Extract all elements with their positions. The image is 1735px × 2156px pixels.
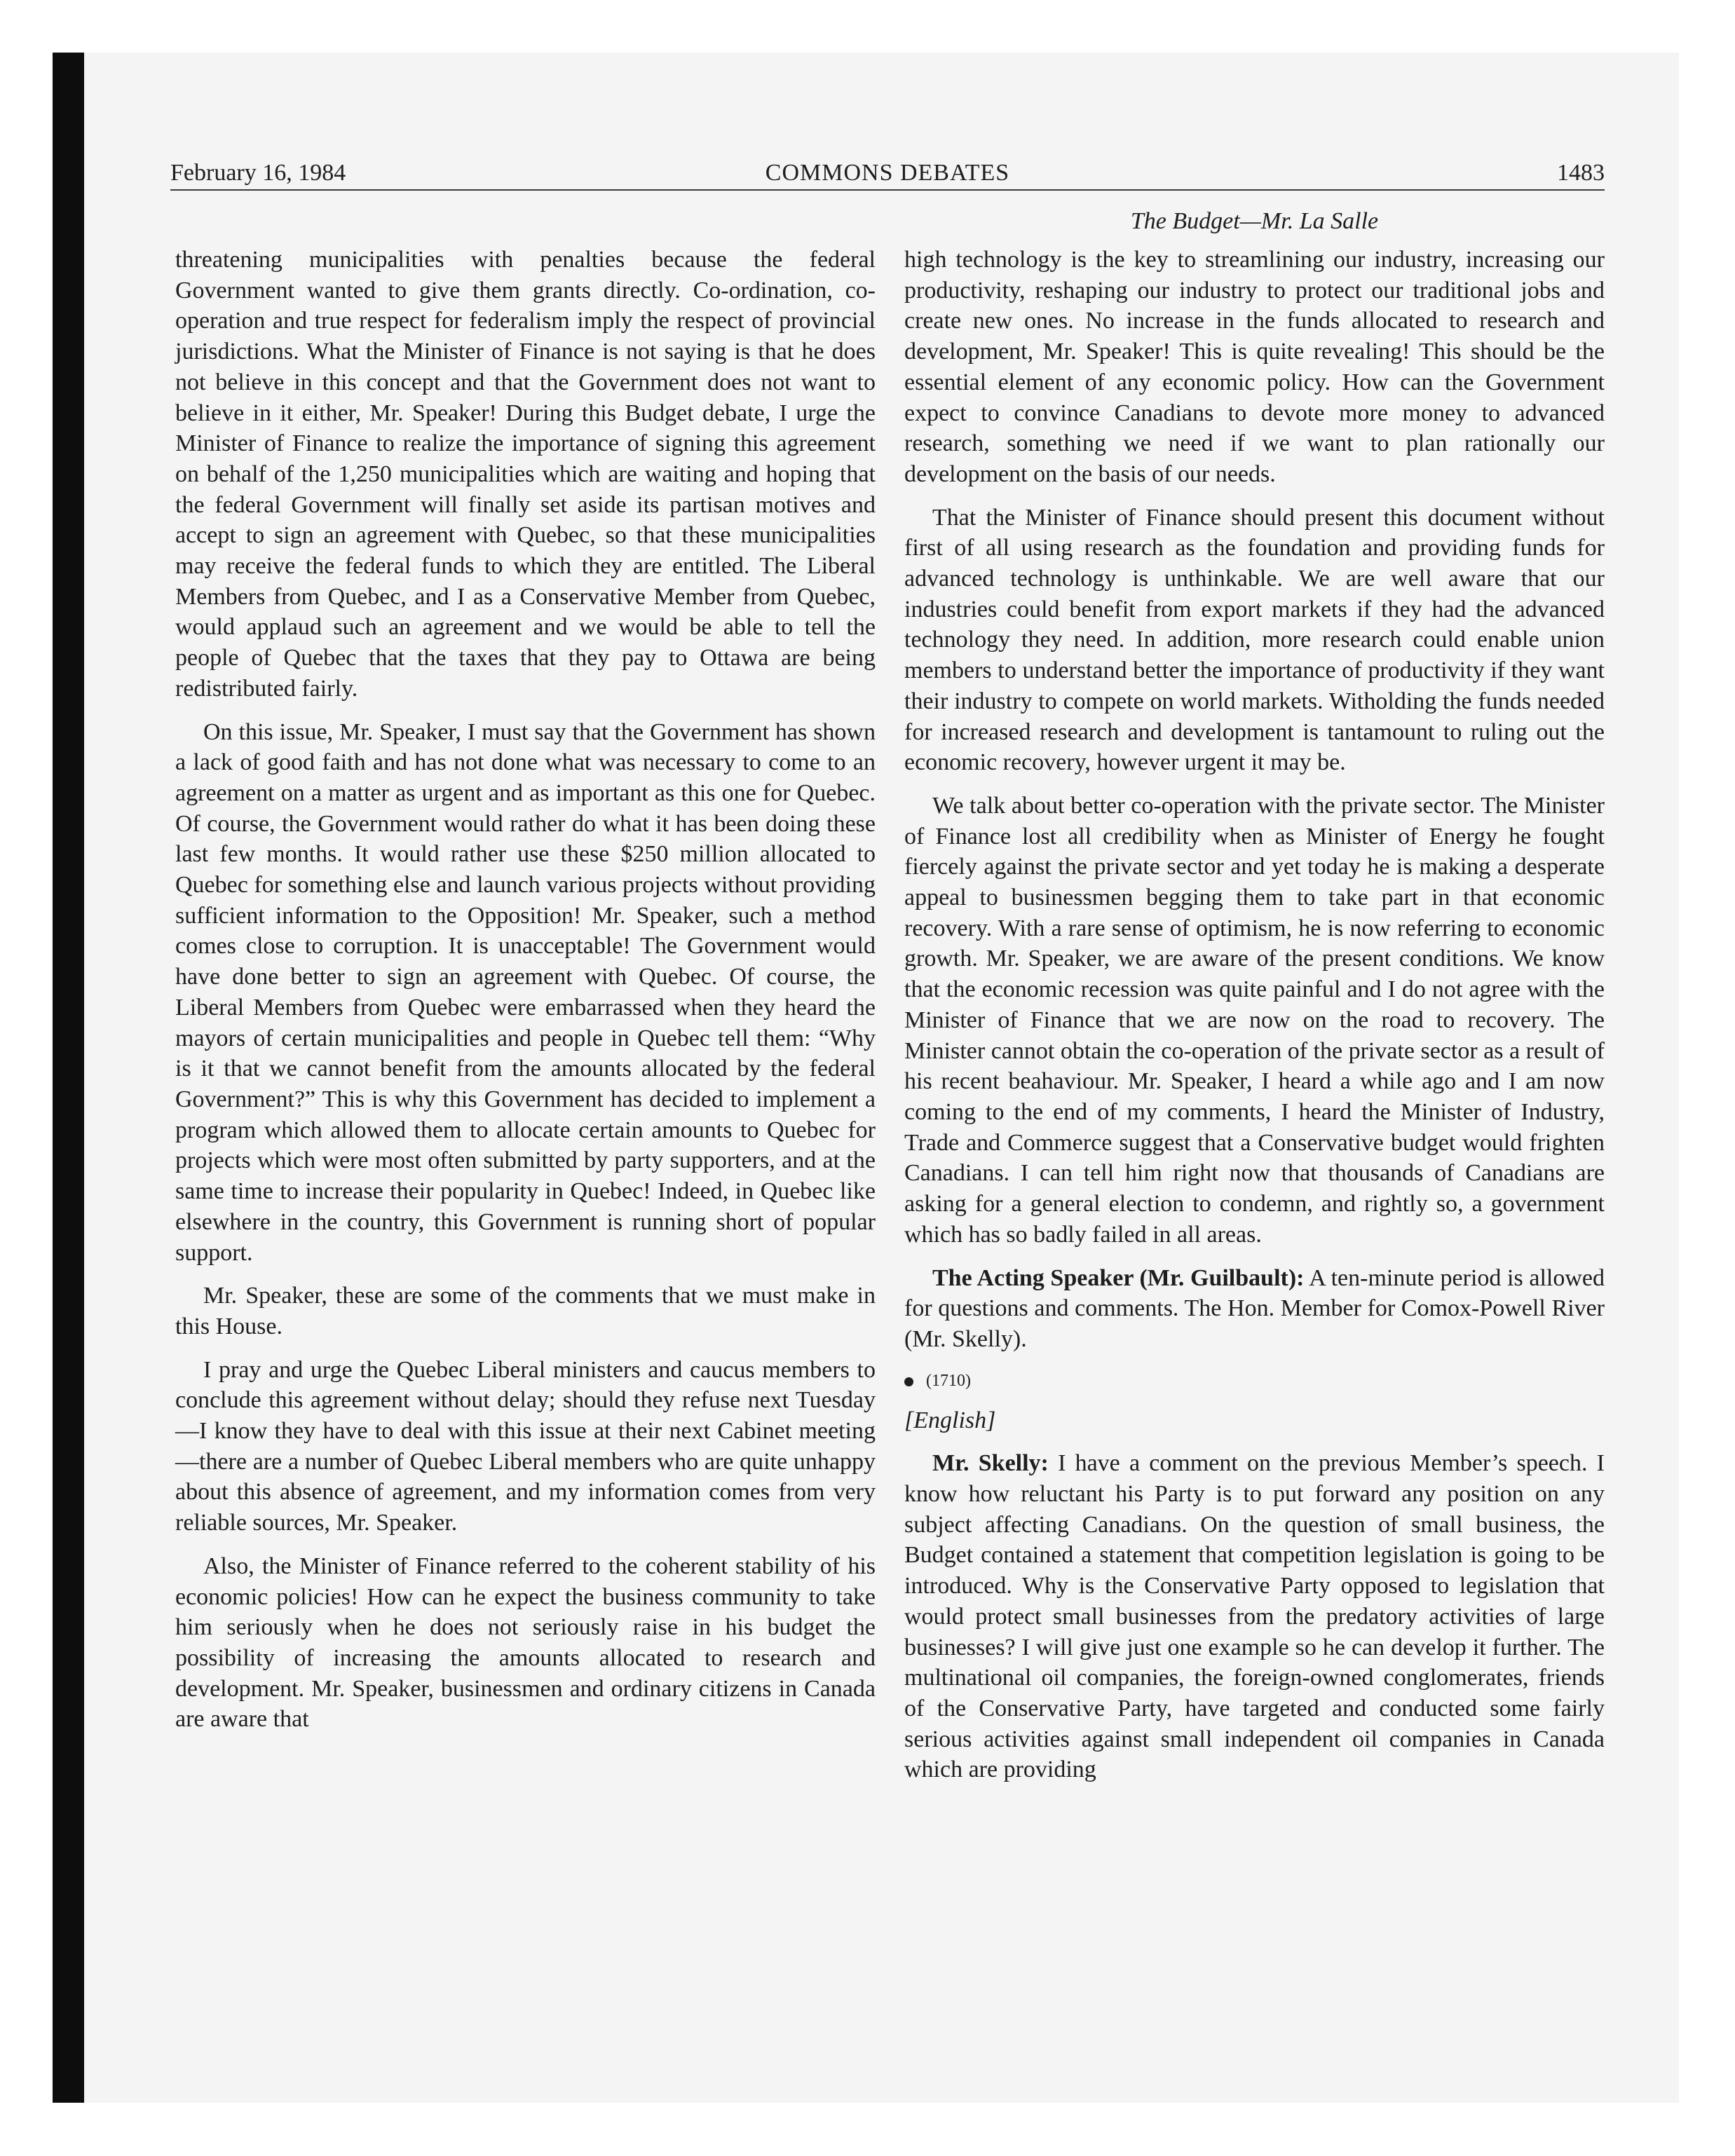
header-rule [170,189,1605,191]
time-marker-text: (1710) [926,1371,971,1390]
speaker-paragraph [904,1448,1605,1785]
paragraph: Mr. Speaker, these are some of the comments that we must make in this House. [175,1283,876,1339]
speech-text: I have a comment on the previous Member’s speech. I know how reluctant his Party is to put forward any position on any subject affecting Canadians. On the question of small business, the Budget contained a statement that competition legislation is going to be introduced. Why is the Conservative Party opposed to legislation that would protect small businesses from the predatory activities of large businesses? I will give just one example so he can develop it further. The multinational oil companies, the foreign-owned conglomerates, friends of the Conservative Party, have targeted and conducted some fairly serious activities against small independent oil companies in Canada which are providing [904,1450,1605,1783]
time-marker [904,1367,1605,1394]
right-column [904,245,1605,1798]
speaker-name: Mr. Skelly: [932,1450,1049,1477]
paragraph: We talk about better co-operation with the private sector. The Minister of Finance lost all credibility when as Minister of Energy he fought fiercely against the private sector and yet today he is making a desperate appeal to businessmen begging them to take part in that economic recovery. With a rare sense of optimism, he is now referring to economic growth. Mr. Speaker, we are aware of the present conditions. We know that the economic recession was quite painful and I do not agree with the Minister of Finance that we are now on the road to recovery. The Minister cannot obtain the co-operation of the private sector as a result of his recent beahaviour. Mr. Speaker, I heard a while ago and I am now coming to the end of my comments, I heard the Minister of Industry, Trade and Commerce suggest that a Conservative budget would frighten Canadians. I can tell him right now that thousands of Canadians are asking for a general election to condemn, and rightly so, a government which has so badly failed in all areas. [904,792,1605,1248]
speech-text: A ten-minute period is allowed for questions and comments. The Hon. Member for Comox-Powell River (Mr. Skelly). [904,1264,1605,1352]
page-binding-edge [53,53,84,2103]
bullet-icon [904,1377,913,1386]
speaker-name: The Acting Speaker (Mr. Guilbault): [932,1264,1305,1291]
paragraph: high technology is the key to streamlining our industry, increasing our productivity, reshaping our industry to protect our traditional jobs and create new ones. No increase in the funds allocated to research and development, Mr. Speaker! This is quite revealing! This should be the essential element of any economic policy. How can the Government expect to convince Canadians to devote more money to advanced research, something we need if we want to plan rationally our development on the basis of our needs. [904,247,1605,487]
header-publication-title: COMMONS DEBATES [765,160,1010,186]
paragraph: I pray and urge the Quebec Liberal ministers and caucus members to conclude this agreement without delay; should they refuse next Tuesday—I know they have to deal with this issue at their next Cabinet meeting—there are a number of Quebec Liberal members who are quite unhappy about this absence of agreement, and my information comes from very reliable sources, Mr. Speaker. [175,1356,876,1536]
paragraph: That the Minister of Finance should present this document without first of all using research as the foundation and providing funds for advanced technology is unthinkable. We are well aware that our industries could benefit from export markets if they had the advanced technology they need. In addition, more research could enable union members to understand better the importance of productivity if they want their industry to compete on world markets. Witholding the funds needed for increased research and development is tantamount to ruling out the economic recovery, however urgent it may be. [904,504,1605,776]
section-heading: The Budget—Mr. La Salle [1130,208,1379,234]
paragraph: Also, the Minister of Finance referred to the coherent stability of his economic policies! How can he expect the business community to take him seriously when he does not seriously raise in his budget the possibility of increasing the amounts allocated to research and development. Mr. Speaker, businessmen and ordinary citizens in Canada are aware that [175,1553,876,1733]
left-column [175,245,876,1747]
running-head [170,156,1605,191]
paragraph: On this issue, Mr. Speaker, I must say that the Government has shown a lack of good faith and has not done what was necessary to come to an agreement on a matter as urgent and as important as this one for Quebec. Of course, the Government would rather do what it has been doing these last few months. It would rather use these $250 million allocated to Quebec for something else and launch various projects without providing sufficient information to the Opposition! Mr. Speaker, such a method comes close to corruption. It is unacceptable! The Government would have done better to sign an agreement with Quebec. Of course, the Liberal Members from Quebec were embarrassed when they heard the mayors of certain municipalities and people in Quebec tell them: “Why is it that we cannot benefit from the amounts allocated by the federal Government?” This is why this Government has decided to implement a program which allowed them to allocate certain amounts to Quebec for projects which were most often submitted by party supporters, and at the same time to increase their popularity in Quebec! Indeed, in Quebec like elsewhere in the country, this Government is running short of popular support. [175,718,876,1266]
header-page-number: 1483 [1557,160,1605,186]
header-date: February 16, 1984 [170,160,346,186]
speaker-paragraph [904,1263,1605,1355]
paragraph: threatening municipalities with penalties because the federal Government wanted to give them grants directly. Co-ordination, co-operation and true respect for federalism imply the respect of provincial jurisdictions. What the Minister of Finance is not saying is that he does not believe in this concept and that the Government does not want to believe in it either, Mr. Speaker! During this Budget debate, I urge the Minister of Finance to realize the importance of signing this agreement on behalf of the 1,250 municipalities which are waiting and hoping that the federal Government will finally set aside its partisan motives and accept to sign an agreement with Quebec, so that these municipalities may receive the federal funds to which they are entitled. The Liberal Members from Quebec, and I as a Conservative Member from Quebec, would applaud such an agreement and we would be able to tell the people of Quebec that the taxes that they pay to Ottawa are being redistributed fairly. [175,247,876,702]
language-tag: [English] [904,1407,996,1433]
